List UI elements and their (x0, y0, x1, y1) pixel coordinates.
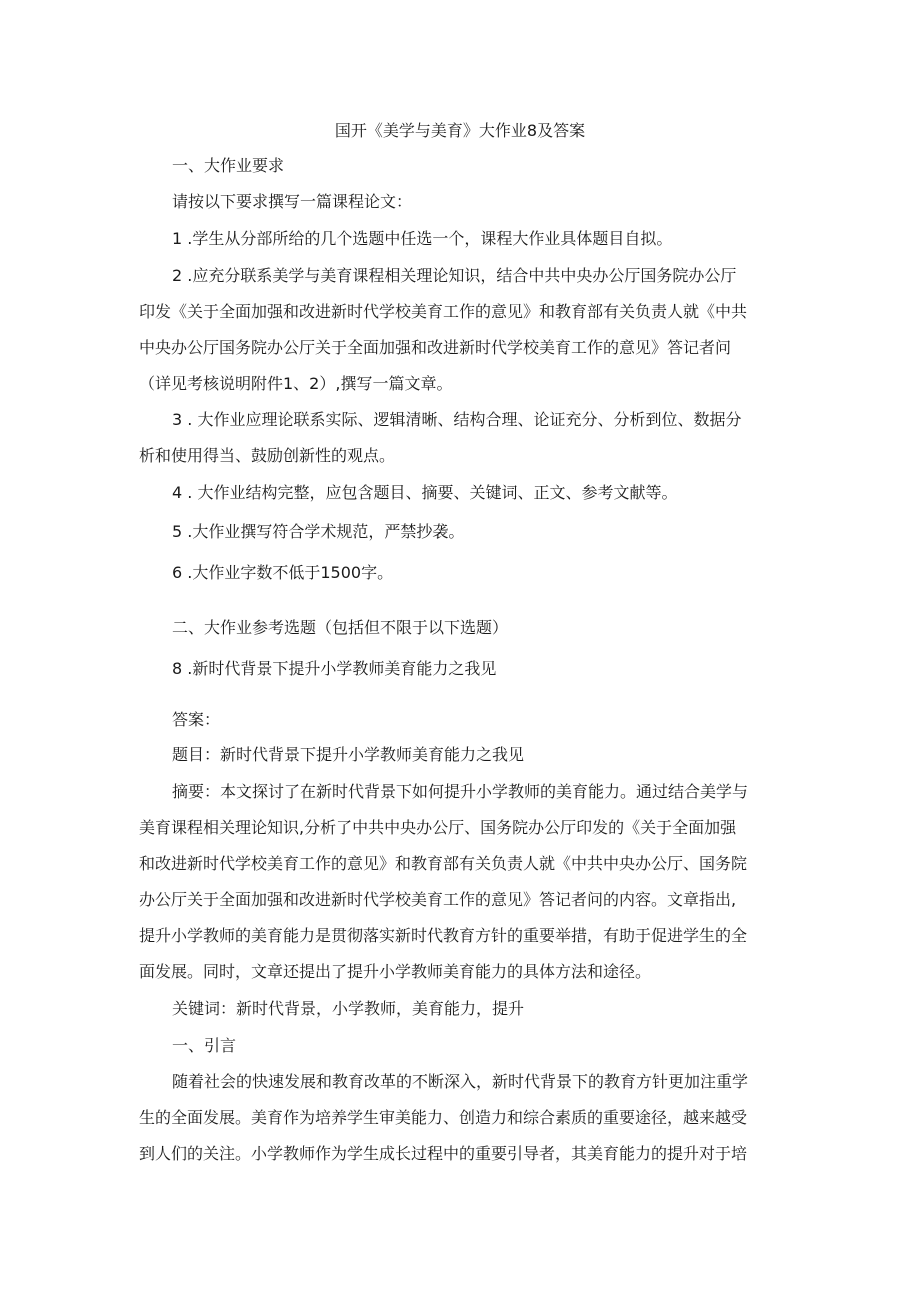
abstract-line-6: 面发展。同时，文章还提出了提升小学教师美育能力的具体方法和途径。 (139, 962, 652, 981)
abstract-line-3: 和改进新时代学校美育工作的意见》和教育部有关负责人就《中共中央办公厅、国务院 (139, 854, 748, 873)
answer-title: 题目：新时代背景下提升小学教师美育能力之我见 (172, 745, 525, 764)
abstract-line-2: 美育课程相关理论知识,分析了中共中央办公厅、国务院办公厅印发的《关于全面加强 (139, 818, 737, 837)
requirement-6: 6 .大作业字数不低于1500字。 (172, 563, 394, 582)
abstract-line-5: 提升小学教师的美育能力是贯彻落实新时代教育方针的重要举措，有助于促进学生的全 (139, 926, 748, 945)
requirement-2-line-1: 2 .应充分联系美学与美育课程相关理论知识，结合中共中央办公厅国务院办公厅 (172, 266, 737, 285)
requirement-2-line-2: 印发《关于全面加强和改进新时代学校美育工作的意见》和教育部有关负责人就《中共 (139, 302, 748, 321)
document-title: 国开《美学与美育》大作业8及答案 (334, 121, 586, 140)
abstract-line-1: 摘要：本文探讨了在新时代背景下如何提升小学教师的美育能力。通过结合美学与 (172, 782, 749, 801)
requirement-1: 1 .学生从分部所给的几个选题中任选一个，课程大作业具体题目自拟。 (172, 229, 673, 248)
paragraph-line-1: 随着社会的快速发展和教育改革的不断深入，新时代背景下的教育方针更加注重学 (172, 1072, 749, 1091)
topic-8: 8 .新时代背景下提升小学教师美育能力之我见 (172, 659, 497, 678)
requirement-2-line-3: 中央办公厅国务院办公厅关于全面加强和改进新时代学校美育工作的意见》答记者问 (139, 338, 732, 357)
paragraph-line-2: 生的全面发展。美育作为培养学生审美能力、创造力和综合素质的重要途径，越来越受 (139, 1108, 748, 1127)
requirement-2-line-4: （详见考核说明附件1、2）,撰写一篇文章。 (139, 374, 453, 393)
requirements-intro: 请按以下要求撰写一篇课程论文： (172, 192, 413, 211)
section-heading-introduction: 一、引言 (172, 1036, 237, 1055)
section-heading-requirements: 一、大作业要求 (172, 156, 285, 175)
answer-label: 答案： (172, 710, 221, 729)
requirement-3-line-1: 3 . 大作业应理论联系实际、逻辑清晰、结构合理、论证充分、分析到位、数据分 (172, 410, 742, 429)
requirement-4: 4 . 大作业结构完整，应包含题目、摘要、关键词、正文、参考文献等。 (172, 483, 678, 502)
requirement-3-line-2: 析和使用得当、鼓励创新性的观点。 (139, 446, 396, 465)
abstract-line-4: 办公厅关于全面加强和改进新时代学校美育工作的意见》答记者问的内容。文章指出, (139, 890, 737, 909)
paragraph-line-3: 到人们的关注。小学教师作为学生成长过程中的重要引导者，其美育能力的提升对于培 (139, 1144, 748, 1163)
keywords: 关键词：新时代背景，小学教师，美育能力，提升 (172, 999, 525, 1018)
section-heading-topics: 二、大作业参考选题（包括但不限于以下选题） (172, 618, 509, 637)
requirement-5: 5 .大作业撰写符合学术规范，严禁抄袭。 (172, 522, 465, 541)
